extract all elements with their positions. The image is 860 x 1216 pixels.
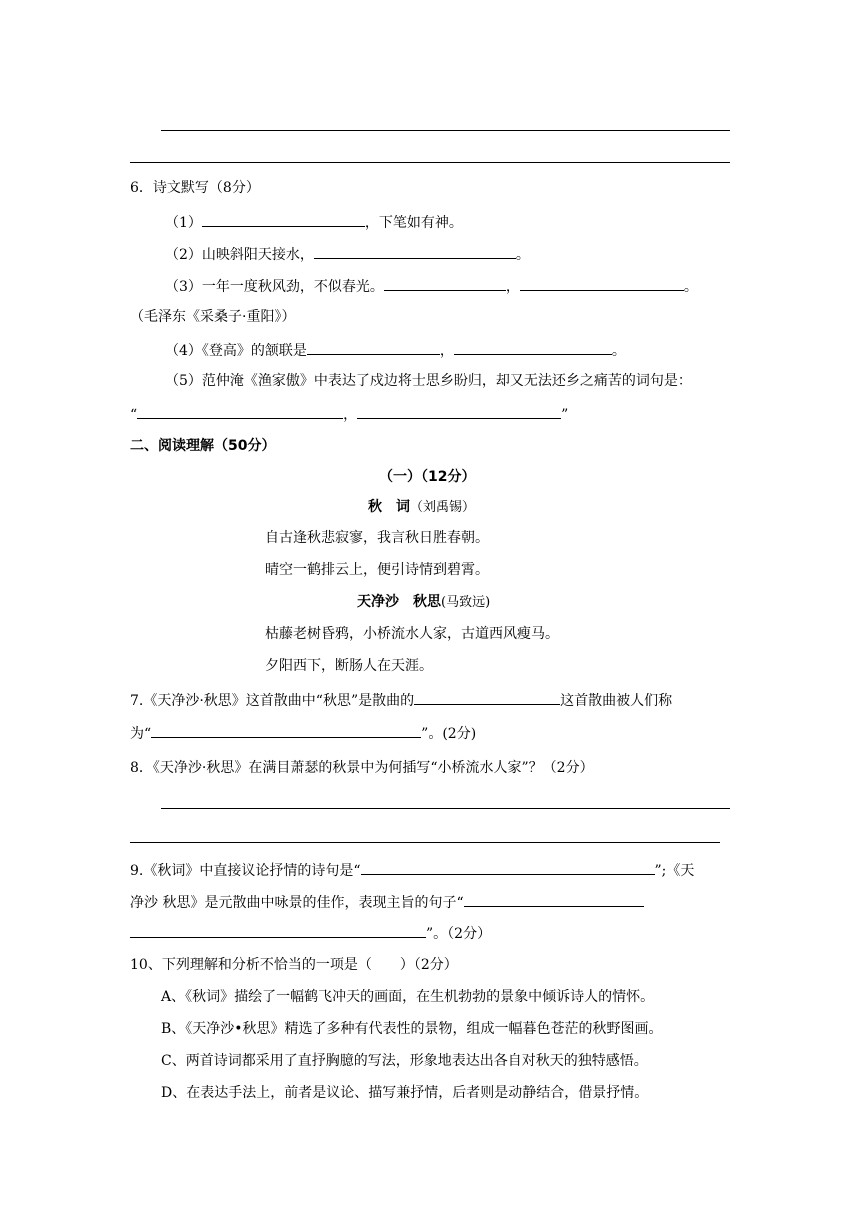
- question-6-item-1: （1） ，下笔如有神。: [165, 211, 463, 233]
- question-10-header: 10、下列理解和分析不恰当的一项是（ ）（2分）: [130, 957, 458, 973]
- fill-blank[interactable]: [151, 722, 421, 738]
- fill-blank[interactable]: [202, 211, 365, 227]
- section-2-title: 二、阅读理解（50分）: [130, 438, 276, 454]
- fill-blank[interactable]: [464, 891, 644, 907]
- question-10-option-d: D、在表达手法上，前者是议论、描写兼抒情，后者则是动静结合，借景抒情。: [161, 1085, 649, 1101]
- fill-blank[interactable]: [130, 922, 426, 938]
- answer-line[interactable]: [161, 130, 730, 131]
- question-9-line-2: 净沙 秋思》是元散曲中咏景的佳作，表现主旨的句子“: [130, 891, 644, 913]
- question-9-line-1: 9.《秋词》中直接议论抒情的诗句是“ ”;《天: [130, 859, 694, 881]
- question-6-item-3-source: （毛泽东《采桑子·重阳》）: [130, 309, 296, 325]
- question-6-item-2: （2）山映斜阳天接水， 。: [165, 243, 530, 265]
- question-6-item-3: （3）一年一度秋风劲，不似春光。 ， 。: [165, 275, 698, 297]
- poem-2-title: 天净沙 秋思: [357, 594, 441, 610]
- fill-blank[interactable]: [384, 275, 506, 291]
- question-10-option-c: C、两首诗词都采用了直抒胸臆的写法，形象地表达出各自对秋天的独特感悟。: [161, 1053, 648, 1069]
- answer-line[interactable]: [161, 808, 730, 809]
- poem-2-line: 枯藤老树昏鸦，小桥流水人家，古道西风瘦马。: [265, 626, 559, 642]
- answer-line[interactable]: [130, 842, 720, 843]
- poem-2-line: 夕阳西下，断肠人在天涯。: [265, 658, 433, 674]
- question-6-item-5-answer: “ ， ”: [130, 403, 568, 425]
- poem-1-line: 自古逢秋悲寂寥，我言秋日胜春朝。: [265, 530, 489, 546]
- poem-1-title: 秋 词: [368, 499, 410, 515]
- poem-1-heading: [368, 497, 475, 518]
- fill-blank[interactable]: [414, 689, 560, 705]
- question-7-line-2: 为“ ”。(2分): [130, 722, 476, 744]
- fill-blank[interactable]: [307, 339, 440, 355]
- question-6-item-4: （4）《登高》的颔联是 ， 。: [165, 339, 626, 361]
- question-10-option-b: B、《天净沙•秋思》精选了多种有代表性的景物，组成一幅暮色苍茫的秋野图画。: [161, 1021, 663, 1037]
- question-6-header: 6．诗文默写（8分）: [130, 180, 260, 196]
- question-10-option-a: A、《秋词》描绘了一幅鹤飞冲天的画面，在生机勃勃的景象中倾诉诗人的情怀。: [161, 989, 655, 1005]
- fill-blank[interactable]: [357, 403, 561, 419]
- poem-2-heading: [357, 592, 490, 613]
- fill-blank[interactable]: [137, 403, 343, 419]
- fill-blank[interactable]: [361, 859, 655, 875]
- poem-1-author: （刘禹锡）: [410, 500, 476, 515]
- question-8-text: 8．《天净沙·秋思》在满目萧瑟的秋景中为何插写“小桥流水人家”？（2分）: [130, 760, 594, 776]
- poem-2-author: (马致远): [441, 595, 491, 610]
- question-9-line-3: ”。（2分）: [130, 922, 491, 944]
- fill-blank[interactable]: [520, 275, 684, 291]
- fill-blank[interactable]: [314, 243, 516, 259]
- section-2-subtitle: （一）（12分）: [379, 469, 476, 485]
- answer-line[interactable]: [130, 162, 730, 163]
- poem-1-line: 晴空一鹤排云上，便引诗情到碧霄。: [265, 562, 489, 578]
- question-6-item-5: （5）范仲淹《渔家傲》中表达了戍边将士思乡盼归，却又无法还乡之痛苦的词句是：: [165, 373, 692, 389]
- question-7-line-1: 7.《天净沙·秋思》这首散曲中“秋思”是散曲的 这首散曲被人们称: [130, 689, 672, 711]
- fill-blank[interactable]: [454, 339, 612, 355]
